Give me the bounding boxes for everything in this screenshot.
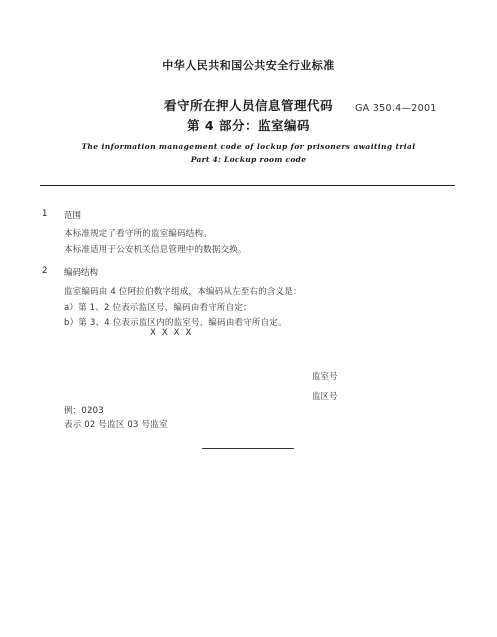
header-divider <box>40 185 455 186</box>
section-2-line-3: b）第 3、4 位表示监区内的监室号，编码由看守所自定。 <box>64 318 287 328</box>
section-2-line-1: 监室编码由 4 位阿拉伯数字组成，本编码从左至右的含义是： <box>64 287 302 297</box>
section-1-title: 范围 <box>64 211 82 221</box>
english-title-line-2: Part 4: Lockup room code <box>190 155 307 164</box>
section-2-title: 编码结构 <box>64 268 99 278</box>
section-2-number: 2 <box>42 266 48 276</box>
example-code: 例：0203 <box>64 406 104 416</box>
document-title-line-2: 第 4 部分：监室编码 <box>187 118 310 133</box>
label-room-number: 监室号 <box>312 372 338 382</box>
section-1-line-1: 本标准规定了看守所的监室编码结构。 <box>64 229 212 239</box>
section-1-number: 1 <box>42 209 48 219</box>
example-meaning: 表示 02 号监区 03 号监室 <box>64 420 168 430</box>
code-structure-marks: XXXX <box>150 328 198 338</box>
section-2-line-2: a）第 1、2 位表示监区号，编码由看守所自定； <box>64 303 252 313</box>
label-area-number: 监区号 <box>312 392 338 402</box>
english-title-line-1: The information management code of lockup for prisoners awaiting trial <box>81 142 416 151</box>
section-1-line-2: 本标准适用于公安机关信息管理中的数据交换。 <box>64 245 247 255</box>
end-rule <box>202 448 294 449</box>
standard-category: 中华人民共和国公共安全行业标准 <box>162 59 335 72</box>
document-title-line-1: 看守所在押人员信息管理代码 <box>163 98 333 113</box>
standard-number: GA 350.4—2001 <box>355 103 437 114</box>
